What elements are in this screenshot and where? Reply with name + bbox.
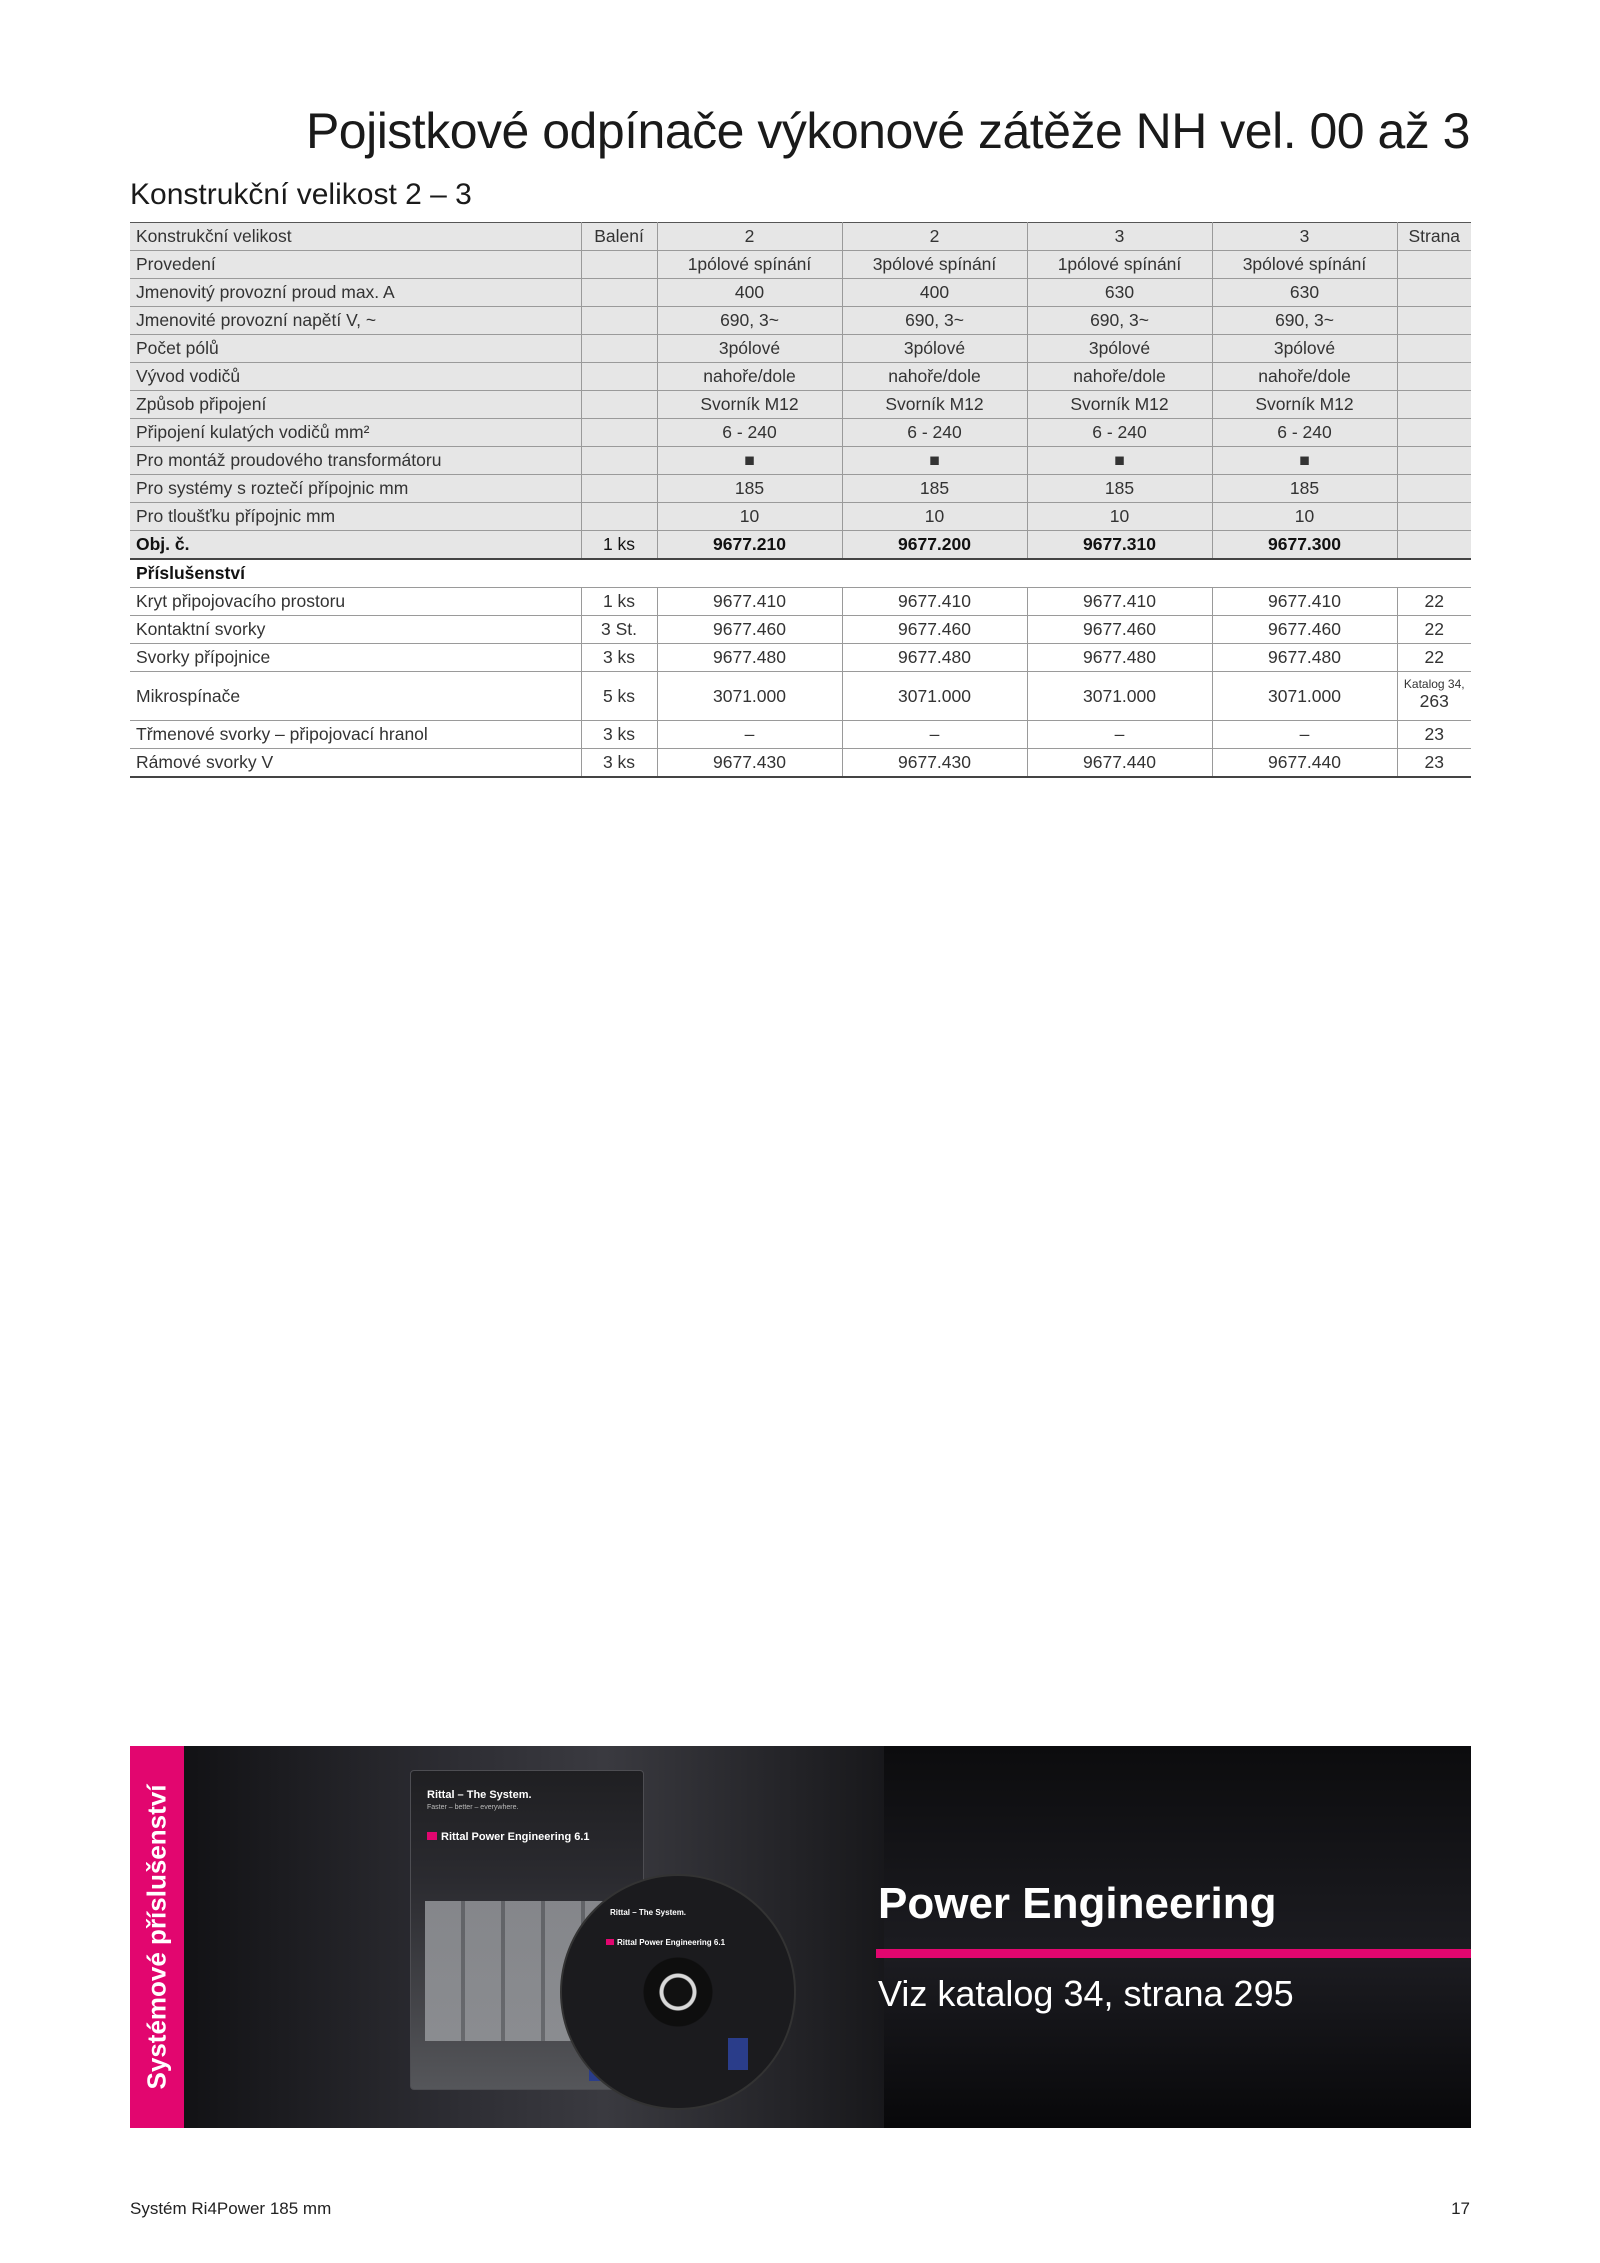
case-product: Rittal Power Engineering 6.1 <box>427 1831 590 1843</box>
table-cell-value: 10 <box>842 503 1027 531</box>
table-cell-value: 3pólové <box>1027 335 1212 363</box>
table-cell-value: 3pólové <box>657 335 842 363</box>
table-cell-label: Provedení <box>130 251 581 279</box>
banner-side-label: Systémové příslušenství <box>141 1784 172 2090</box>
accessories-title: Příslušenství <box>130 559 1471 588</box>
table-cell-value: 3pólové spínání <box>842 251 1027 279</box>
table-cell-value: 690, 3~ <box>1212 307 1397 335</box>
accessories-section-row <box>130 559 1471 588</box>
table-row <box>130 335 1471 363</box>
table-cell-value: 630 <box>1027 279 1212 307</box>
table-cell-value: nahoře/dole <box>1027 363 1212 391</box>
table-cell-page <box>1397 307 1471 335</box>
table-cell-pack: 3 St. <box>581 616 657 644</box>
table-cell-value: 9677.480 <box>657 644 842 672</box>
table-cell-value: Svorník M12 <box>657 391 842 419</box>
table-cell-label: Způsob připojení <box>130 391 581 419</box>
table-cell-value: 6 - 240 <box>842 419 1027 447</box>
table-cell-value: ■ <box>1212 447 1397 475</box>
table-cell-label: Jmenovitý provozní proud max. A <box>130 279 581 307</box>
table-cell-page <box>1397 503 1471 531</box>
page-reference-note: Katalog 34, <box>1403 677 1465 691</box>
table-cell-label: Kryt připojovacího prostoru <box>130 588 581 616</box>
banner-accent-bar <box>876 1949 1471 1958</box>
table-row <box>130 279 1471 307</box>
table-cell-pack <box>581 335 657 363</box>
table-cell-label: Mikrospínače <box>130 672 581 721</box>
product-photo <box>184 1746 884 2128</box>
table-cell-value: 3071.000 <box>657 672 842 721</box>
table-cell-page <box>1397 363 1471 391</box>
table-header-row <box>130 223 1471 251</box>
table-header-cell: 3 <box>1027 223 1212 251</box>
table-cell-page <box>1397 391 1471 419</box>
table-header-cell: 2 <box>842 223 1027 251</box>
table-cell-value: 9677.460 <box>1027 616 1212 644</box>
table-cell-value: nahoře/dole <box>657 363 842 391</box>
table-cell-value: 630 <box>1212 279 1397 307</box>
table-cell-label: Rámové svorky V <box>130 749 581 778</box>
table-cell-label: Třmenové svorky – připojovací hranol <box>130 721 581 749</box>
table-cell-page: 22 <box>1397 644 1471 672</box>
table-cell-label: Pro montáž proudového transformátoru <box>130 447 581 475</box>
table-cell-value: nahoře/dole <box>1212 363 1397 391</box>
table-cell-pack: 1 ks <box>581 588 657 616</box>
table-cell-value: 3071.000 <box>842 672 1027 721</box>
table-cell-page <box>1397 279 1471 307</box>
table-cell-value: 3pólové <box>842 335 1027 363</box>
table-cell-pack: 3 ks <box>581 721 657 749</box>
table-cell-page <box>1397 475 1471 503</box>
table-cell-pack <box>581 447 657 475</box>
case-brand: Rittal – The System. <box>427 1789 532 1801</box>
table-header-cell: 2 <box>657 223 842 251</box>
table-row <box>130 588 1471 616</box>
table-cell-value: 9677.300 <box>1212 531 1397 560</box>
table-row <box>130 363 1471 391</box>
table-cell-value: 9677.410 <box>1212 588 1397 616</box>
table-cell-value: 9677.480 <box>1027 644 1212 672</box>
table-cell-label: Svorky přípojnice <box>130 644 581 672</box>
table-cell-value: Svorník M12 <box>842 391 1027 419</box>
table-header-cell: Balení <box>581 223 657 251</box>
table-cell-value: 9677.210 <box>657 531 842 560</box>
table-cell-pack <box>581 419 657 447</box>
table-cell-value: 9677.440 <box>1212 749 1397 778</box>
table-cell-pack <box>581 251 657 279</box>
table-cell-label: Pro tloušťku přípojnic mm <box>130 503 581 531</box>
disc-brand: Rittal – The System. <box>610 1908 687 1917</box>
table-cell-value: 9677.480 <box>1212 644 1397 672</box>
table-cell-pack: 3 ks <box>581 644 657 672</box>
table-cell-label: Pro systémy s roztečí přípojnic mm <box>130 475 581 503</box>
table-cell-pack <box>581 279 657 307</box>
table-cell-page <box>1397 251 1471 279</box>
table-cell-value: 400 <box>842 279 1027 307</box>
table-row <box>130 251 1471 279</box>
table-cell-value: 10 <box>657 503 842 531</box>
disc-logo-icon <box>728 2038 748 2070</box>
table-cell-value: Svorník M12 <box>1027 391 1212 419</box>
banner-side-tab <box>130 1746 184 2128</box>
promo-banner <box>130 1746 1471 2128</box>
table-cell-value: 10 <box>1027 503 1212 531</box>
table-cell-page: 23 <box>1397 749 1471 778</box>
table-cell-value: ■ <box>1027 447 1212 475</box>
table-row <box>130 419 1471 447</box>
table-cell-value: 1pólové spínání <box>657 251 842 279</box>
table-cell-value: 9677.310 <box>1027 531 1212 560</box>
table-cell-label: Jmenovité provozní napětí V, ~ <box>130 307 581 335</box>
disc-product: Rittal Power Engineering 6.1 <box>606 1938 725 1947</box>
table-cell-value: 690, 3~ <box>657 307 842 335</box>
footer-title: Systém Ri4Power 185 mm <box>130 2199 332 2218</box>
table-row <box>130 503 1471 531</box>
table-cell-value: 9677.460 <box>1212 616 1397 644</box>
table-cell-label: Vývod vodičů <box>130 363 581 391</box>
page-title: Pojistkové odpínače výkonové zátěže NH vel. 00 až 3 <box>305 103 1470 159</box>
section-subtitle: Konstrukční velikost 2 – 3 <box>130 178 472 211</box>
table-cell-page: 22 <box>1397 588 1471 616</box>
table-cell-value: – <box>842 721 1027 749</box>
table-row <box>130 672 1471 721</box>
table-cell-page <box>1397 531 1471 560</box>
table-cell-value: 3071.000 <box>1027 672 1212 721</box>
table-cell-value: 3pólové spínání <box>1212 251 1397 279</box>
table-cell-page: 23 <box>1397 721 1471 749</box>
accessory-rows <box>130 588 1471 778</box>
table-cell-page: 22 <box>1397 616 1471 644</box>
table-cell-label: Počet pólů <box>130 335 581 363</box>
table-cell-value: – <box>1027 721 1212 749</box>
table-cell-value: 690, 3~ <box>1027 307 1212 335</box>
table-cell-value: – <box>657 721 842 749</box>
table-cell-value: 6 - 240 <box>1027 419 1212 447</box>
table-cell-value: 9677.460 <box>842 616 1027 644</box>
table-cell-pack <box>581 503 657 531</box>
table-cell-value: 1pólové spínání <box>1027 251 1212 279</box>
table-header-cell: 3 <box>1212 223 1397 251</box>
banner-subheading: Viz katalog 34, strana 295 <box>878 1973 1294 2014</box>
table-cell-value: 400 <box>657 279 842 307</box>
table-cell-value: 185 <box>1212 475 1397 503</box>
table-cell-value: 3pólové <box>1212 335 1397 363</box>
table-cell-value: 9677.430 <box>842 749 1027 778</box>
page-number: 17 <box>1451 2199 1470 2218</box>
banner-heading: Power Engineering <box>878 1879 1277 1928</box>
table-cell-value: 10 <box>1212 503 1397 531</box>
table-cell-value: ■ <box>842 447 1027 475</box>
spec-rows <box>130 251 1471 531</box>
table-cell-value: 185 <box>842 475 1027 503</box>
table-cell-value: 9677.410 <box>1027 588 1212 616</box>
table-cell-pack: 5 ks <box>581 672 657 721</box>
spec-table <box>130 222 1471 778</box>
case-tagline: Faster – better – everywhere. <box>427 1804 519 1811</box>
table-cell-value: 185 <box>657 475 842 503</box>
table-header-cell: Strana <box>1397 223 1471 251</box>
table-cell-value: 9677.410 <box>842 588 1027 616</box>
table-cell-value: 690, 3~ <box>842 307 1027 335</box>
table-cell-value: 6 - 240 <box>1212 419 1397 447</box>
table-row <box>130 721 1471 749</box>
table-row <box>130 475 1471 503</box>
table-cell-pack <box>581 475 657 503</box>
table-cell-value: 9677.200 <box>842 531 1027 560</box>
table-cell-value: 9677.480 <box>842 644 1027 672</box>
table-cell-value: 185 <box>1027 475 1212 503</box>
table-cell-pack <box>581 363 657 391</box>
table-cell-page <box>1397 335 1471 363</box>
page-reference: 263 <box>1419 691 1449 711</box>
table-cell-pack <box>581 307 657 335</box>
table-cell-pack <box>581 391 657 419</box>
order-number-row <box>130 531 1471 560</box>
table-cell-value: 9677.460 <box>657 616 842 644</box>
table-cell-value: – <box>1212 721 1397 749</box>
table-cell-value: 6 - 240 <box>657 419 842 447</box>
table-cell-value: 9677.430 <box>657 749 842 778</box>
table-cell-page <box>1397 672 1471 721</box>
table-cell-value: 9677.410 <box>657 588 842 616</box>
table-header-cell: Konstrukční velikost <box>130 223 581 251</box>
table-row <box>130 391 1471 419</box>
table-row <box>130 749 1471 778</box>
table-cell-label: Kontaktní svorky <box>130 616 581 644</box>
table-cell-page <box>1397 419 1471 447</box>
table-cell-value: 9677.440 <box>1027 749 1212 778</box>
table-cell-value: nahoře/dole <box>842 363 1027 391</box>
table-row <box>130 307 1471 335</box>
table-row <box>130 644 1471 672</box>
table-cell-value: 3071.000 <box>1212 672 1397 721</box>
table-row <box>130 447 1471 475</box>
table-row <box>130 616 1471 644</box>
dvd-disc-image <box>560 1874 796 2110</box>
table-cell-value: ■ <box>657 447 842 475</box>
table-cell-label: Připojení kulatých vodičů mm² <box>130 419 581 447</box>
table-cell-pack: 1 ks <box>581 531 657 560</box>
table-cell-pack: 3 ks <box>581 749 657 778</box>
table-cell-page <box>1397 447 1471 475</box>
table-cell-label: Obj. č. <box>130 531 581 560</box>
table-cell-value: Svorník M12 <box>1212 391 1397 419</box>
